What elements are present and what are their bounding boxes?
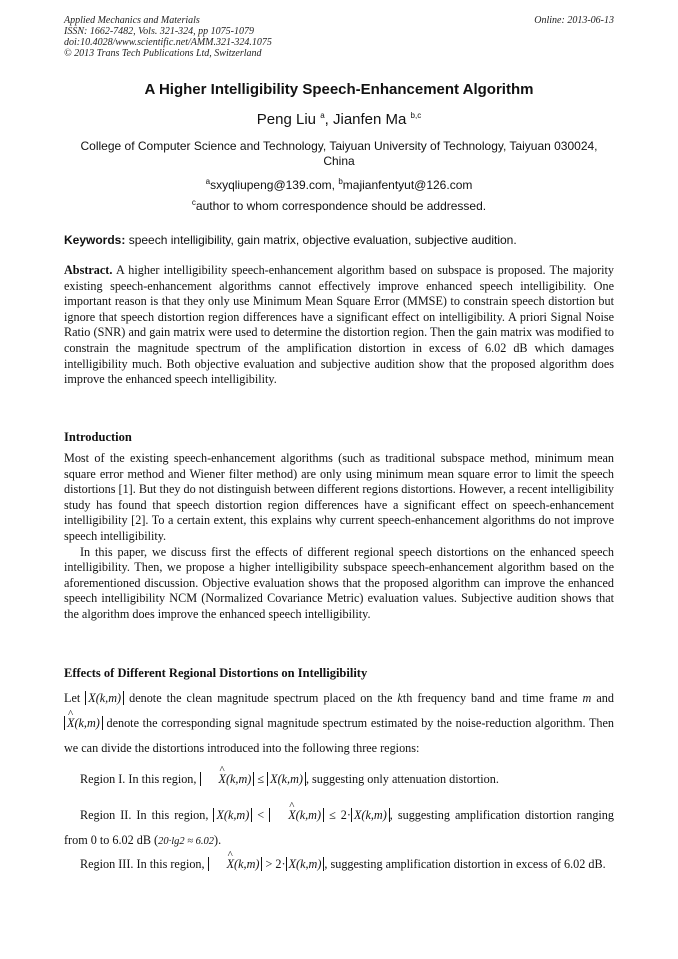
keywords-text: speech intelligibility, gain matrix, objective evaluation, subjective audition. [125,233,517,247]
region-2-le: ≤ [324,808,341,822]
region-3-xhat-text: ^ X(k,m) [211,852,260,877]
email-line [0,174,678,193]
text-and: and [591,691,614,705]
region-3-lead: Region III. In this region, [80,857,208,871]
math-X [85,691,124,705]
region-1-x [267,772,306,786]
region-2-xhat [269,808,324,822]
correspondence-sup: c [191,198,196,207]
effects-paragraph [64,686,614,761]
region-3-x [286,857,325,871]
intro-paragraph-1: Most of the existing speech-enhancement algorithms (such as traditional subspace method, minimum mean square error method and Wiener filter method) are only using minimum mean square error to limit the speech distortions [1]. But they do not distinguish between different regions distortions. However, a recent intelligibility study has found that speech distortion region differences have a significant effect on speech-enhancement intelligibility [2]. To a certain extent, this explains why current speech-enhancement algorithms do not improve speech intelligibility. [64,451,615,543]
author-2-sup: b,c [410,111,422,120]
effects-heading: Effects of Different Regional Distortions on Intelligibility [64,666,368,680]
region-2-x-text: X(k,m) [216,808,250,822]
math-Xhat [64,716,103,730]
region-2-x [213,808,252,822]
region-1-tail: , suggesting only attenuation distortion. [305,772,499,786]
region-2-close: ). [214,833,222,847]
region-1-le: ≤ [254,772,268,786]
correspondence-text: author to whom correspondence should be addressed. [195,199,487,213]
keywords [64,233,614,248]
author-sep: , [324,111,333,128]
author-line [0,111,678,128]
region-2-x2-text: X(k,m) [353,808,387,822]
journal-name: Applied Mechanics and Materials [64,15,200,26]
region-3-tail: , suggesting amplification distortion in excess of 6.02 dB. [324,857,606,871]
introduction-body [64,451,614,623]
keywords-label: Keywords: [64,233,126,247]
text-denote-2: denote the corresponding signal magnitude spectrum estimated by the noise-reduction algorithm. Then we can divide the distortions introduced into the following three regions: [64,716,614,755]
author-1: Peng Liu [256,111,317,128]
text-denote-1: denote the clean magnitude spectrum placed on the [124,691,398,705]
text-m: m [582,691,592,705]
intro-paragraph-2: In this paper, we discuss first the effects of different regional speech distortions on the enhanced speech intelligibility. Then, we propose a higher intelligibility subspace speech-enhancement algorithm based on the aforementioned discussion. Objective evaluation shows that the proposed algorithm can improve the enhanced speech intelligibility NCM (Normalized Covariance Metric) evaluation values. Subjective audition shows that the algorithm does improve the enhanced speech intelligibility. [64,544,614,621]
region-1-x-text: X(k,m) [270,772,303,786]
abstract-label: Abstract. [64,263,113,277]
abstract-text: A higher intelligibility speech-enhancement algorithm based on subspace is proposed. The majority existing speech-enhancement algorithms cannot effectively improve enhanced speech intelligibility. One important reason is that they only use Minimum Mean Square Error (MMSE) to constrain speech distortion but ignore that speech distortion region differences have a significant effect on intelligibility. A priori Signal Noise Ratio (SNR) and gain matrix were used to determine the distortion region. Then the gain matrix was modified to constrain the magnitude spectrum of the amplification distortion in excess of 6.02 dB which damages intelligibility much. Both objective evaluation and subjective audition show that the proposed algorithm does improve the enhanced speech intelligibility. [64,263,614,387]
paper-title: A Higher Intelligibility Speech-Enhancement Algorithm [144,81,534,98]
region-2-tail: , suggesting amplification distortion ranging from 0 to 6.02 dB ( [64,808,614,847]
journal-header [64,15,272,59]
region-3 [64,852,614,877]
email-a-sup: a [205,177,211,186]
region-1-xhat-text: ^ X(k,m) [203,772,252,788]
math-Xhat-text: ^ X(k,m) [67,711,100,736]
email-b-sup: b [338,177,343,186]
region-1-xhat [200,772,255,786]
region-2-lt: < [252,808,270,822]
region-1 [64,772,614,788]
affiliation: College of Computer Science and Technology, Taiyuan University of Technology, Taiyuan 030024, China [80,139,598,168]
region-3-x-text: X(k,m) [288,857,322,871]
issn-line: ISSN: 1662-7482, Vols. 321-324, pp 1075-1079 [64,26,254,37]
math-X-text: X(k,m) [88,691,122,705]
region-2-x2 [351,808,390,822]
email-b: majianfentyut@126.com [342,178,473,192]
region-3-gt: > [262,857,276,871]
author-1-sup: a [320,111,325,120]
text-k: k [397,691,403,705]
email-a: sxyqliupeng@139.com, [210,178,339,192]
region-2 [64,803,614,854]
region-2-xhat-text: ^ X(k,m) [272,803,321,828]
doi-line: doi:10.4028/www.scientific.net/AMM.321-324.1075 [64,37,272,48]
region-1-lead: Region I. In this region, [80,772,200,786]
introduction-heading: Introduction [64,430,132,444]
region-2-formula: 20·lg2 ≈ 6.02 [158,836,215,847]
region-3-xhat [208,857,263,871]
region-2-lead: Region II. In this region, [80,808,214,822]
correspondence-note [0,195,678,214]
copyright-line: © 2013 Trans Tech Publications Ltd, Switzerland [64,48,262,59]
text-th: th frequency band and time frame [402,691,583,705]
author-2: Jianfen Ma [332,111,407,128]
text-let: Let [64,691,86,705]
online-date: Online: 2013-06-13 [534,15,614,26]
region-2-two: 2· [340,808,351,822]
abstract [64,263,614,388]
region-3-two: 2· [275,857,286,871]
